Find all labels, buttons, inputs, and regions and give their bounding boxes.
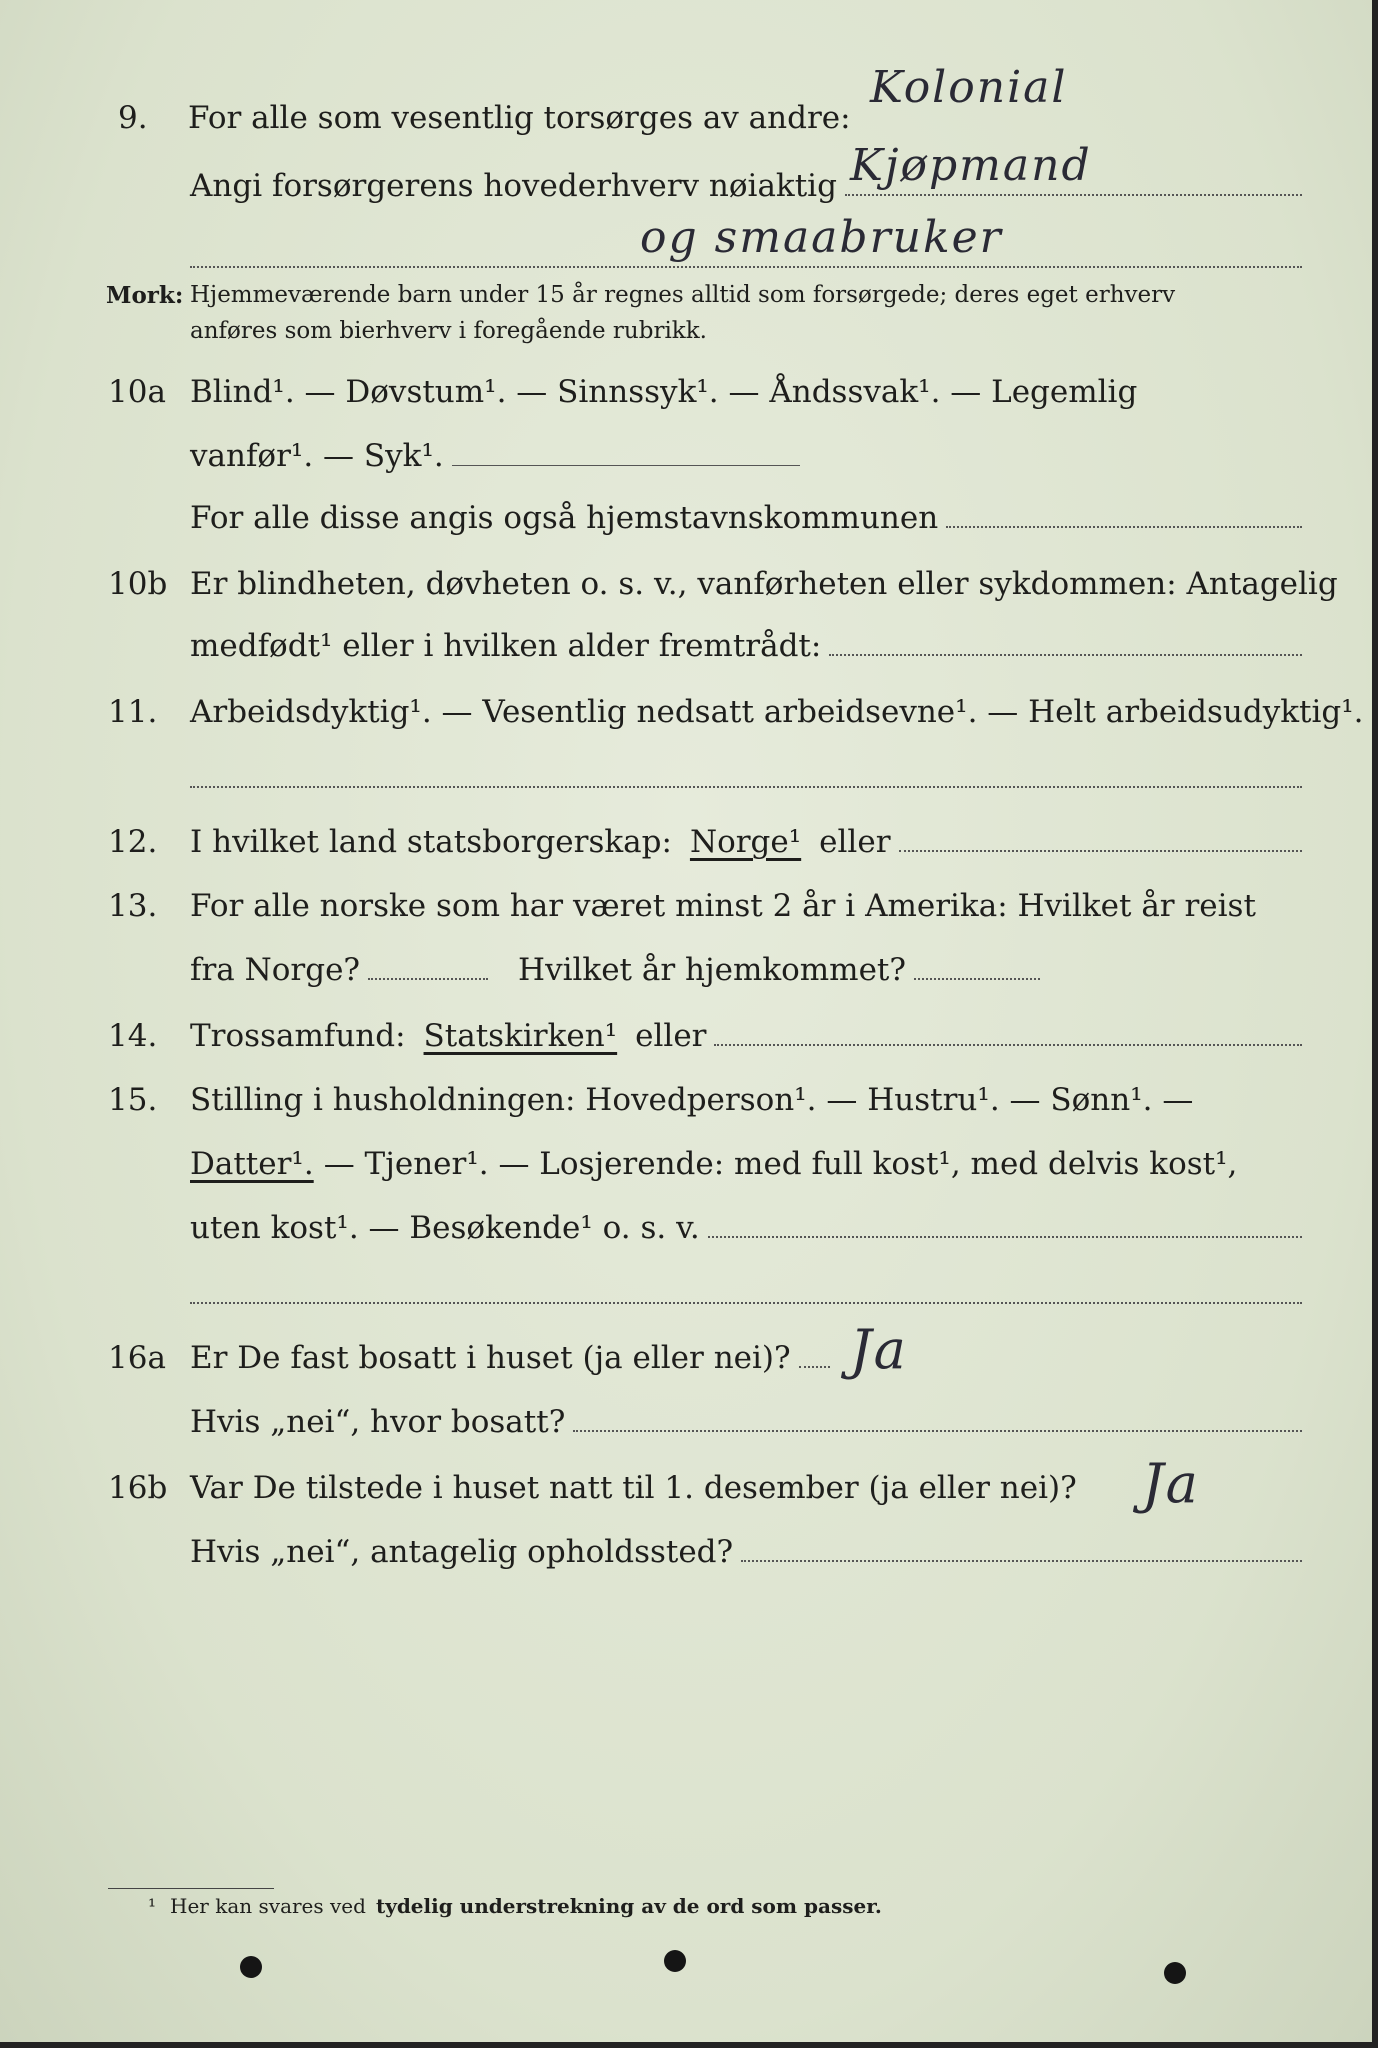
q13-fill-a (368, 977, 488, 980)
q13-fill-b (914, 977, 1040, 980)
q16a-line2-fill (573, 1429, 1302, 1432)
q10b-line2 (190, 628, 1302, 664)
q9-line1 (188, 100, 851, 136)
q16a-answer: Ja (850, 1318, 908, 1381)
q13-line1 (190, 888, 1256, 924)
q16b-line1-text: Var De tilstede i huset natt til 1. desember (ja eller nei)? (190, 1470, 1077, 1506)
mork-line1-text: Hjemmeværende barn under 15 år regnes alltid som forsørgede; deres eget erhverv (190, 282, 1176, 308)
q9-line2 (190, 168, 1302, 204)
q10b-line1-text: Er blindheten, døvheten o. s. v., vanførheten eller sykdommen: Antagelig (190, 566, 1338, 602)
q10a-line1-text: Blind¹. — Døvstum¹. — Sinnssyk¹. — Åndssvak¹. — Legemlig (190, 374, 1138, 410)
q13-line2 (190, 952, 1040, 988)
punch-hole-left (240, 1956, 262, 1978)
q15-line1-text: Stilling i husholdningen: Hovedperson¹. — Hustru¹. — Sønn¹. — (190, 1082, 1194, 1118)
footnote (148, 1894, 882, 1918)
q12-line (190, 824, 1302, 860)
q13-number: 13. (108, 888, 158, 924)
q15-line1 (190, 1082, 1193, 1118)
q14-statskirken-underlined: Statskirken¹ (423, 1018, 618, 1054)
q13-line2b-text: Hvilket år hjemkommet? (518, 952, 907, 988)
q16b-line2-text: Hvis „nei“, antagelig opholdssted? (190, 1534, 734, 1570)
q9-number: 9. (118, 100, 148, 136)
q10b-line2-text: medfødt¹ eller i hvilken alder fremtrådt: (190, 628, 822, 664)
q16b-number: 16b (108, 1470, 168, 1506)
q14-prefix: Trossamfund: (190, 1018, 406, 1054)
q14-fill (714, 1043, 1302, 1046)
mork-label (106, 282, 183, 309)
q9-answer-smaabruker: og smaabruker (640, 212, 1003, 263)
q11-line1 (190, 694, 1364, 730)
q14-line (190, 1018, 1302, 1054)
q10a-line2 (190, 438, 800, 474)
q16b-line1 (190, 1470, 1077, 1506)
q10a-number: 10a (108, 374, 166, 410)
q11-line1-text: Arbeidsdyktig¹. — Vesentlig nedsatt arbeidsevne¹. — Helt arbeidsudyktig¹. (190, 694, 1364, 730)
q14-suffix: eller (635, 1018, 707, 1054)
q15-line3-text: uten kost¹. — Besøkende¹ o. s. v. (190, 1210, 700, 1246)
q16b-answer: Ja (1142, 1452, 1200, 1515)
q16a-line2 (190, 1404, 1302, 1440)
footnote-mark: ¹ (148, 1894, 157, 1918)
q15-line2 (190, 1146, 1237, 1182)
mork-line1 (190, 282, 1175, 308)
mork-line2 (190, 318, 707, 344)
q16b-line2 (190, 1534, 1302, 1570)
q16a-number: 16a (108, 1340, 166, 1376)
q9-line1-text: For alle som vesentlig torsørges av andre: (188, 100, 851, 136)
q9-line2-text: Angi forsørgerens hovederhverv nøiaktig (190, 168, 837, 204)
q12-fill (899, 849, 1302, 852)
footnote-rule (108, 1888, 274, 1889)
q12-norge-underlined: Norge¹ (689, 824, 802, 860)
q15-rule (190, 1302, 1302, 1304)
q12-suffix: eller (819, 824, 891, 860)
q9-answer-kjopmand: Kjøpmand (850, 140, 1092, 191)
q14-number: 14. (108, 1018, 158, 1054)
q10a-line3 (190, 500, 1302, 536)
q10b-line2-fill (829, 653, 1302, 656)
q15-datter-underlined: Datter¹. (190, 1146, 314, 1182)
punch-hole-center (664, 1950, 686, 1972)
q10a-line3-fill (946, 525, 1302, 528)
q13-line1-text: For alle norske som har været minst 2 år i Amerika: Hvilket år reist (190, 888, 1256, 924)
q15-line2-text: — Tjener¹. — Losjerende: med full kost¹, med delvis kost¹, (323, 1146, 1238, 1182)
q10b-number: 10b (108, 566, 168, 602)
q15-number: 15. (108, 1082, 158, 1118)
q12-prefix: I hvilket land statsborgerskap: (190, 824, 672, 860)
footnote-text-a: Her kan svares ved (170, 1894, 366, 1918)
q15-line3 (190, 1210, 1302, 1246)
q16a-line2-text: Hvis „nei“, hvor bosatt? (190, 1404, 566, 1440)
q9-rule2 (190, 266, 1302, 268)
punch-hole-right (1164, 1962, 1186, 1984)
footnote-text-b: tydelig understrekning av de ord som passer. (375, 1894, 882, 1918)
q10a-line3-text: For alle disse angis også hjemstavnskommunen (190, 500, 939, 536)
q12-number: 12. (108, 824, 158, 860)
q10a-line2-fill (452, 464, 800, 466)
q9-answer-kolonial: Kolonial (870, 62, 1068, 113)
q9-line2-fill (845, 193, 1302, 196)
q16a-line1-fill (799, 1365, 830, 1368)
mork-line2-text: anføres som bierhverv i foregående rubrikk. (190, 318, 707, 344)
q10a-line1 (190, 374, 1137, 410)
q15-line3-fill (708, 1235, 1302, 1238)
q11-number: 11. (108, 694, 158, 730)
q13-line2a-text: fra Norge? (190, 952, 361, 988)
mork-label-text: Mork: (106, 282, 184, 309)
q10a-line2-text: vanfør¹. — Syk¹. (190, 438, 444, 474)
q16b-line2-fill (741, 1559, 1302, 1562)
q10b-line1 (190, 566, 1338, 602)
q16a-line1-text: Er De fast bosatt i huset (ja eller nei)? (190, 1340, 791, 1376)
q16a-line1 (190, 1340, 830, 1376)
q11-rule (190, 786, 1302, 788)
